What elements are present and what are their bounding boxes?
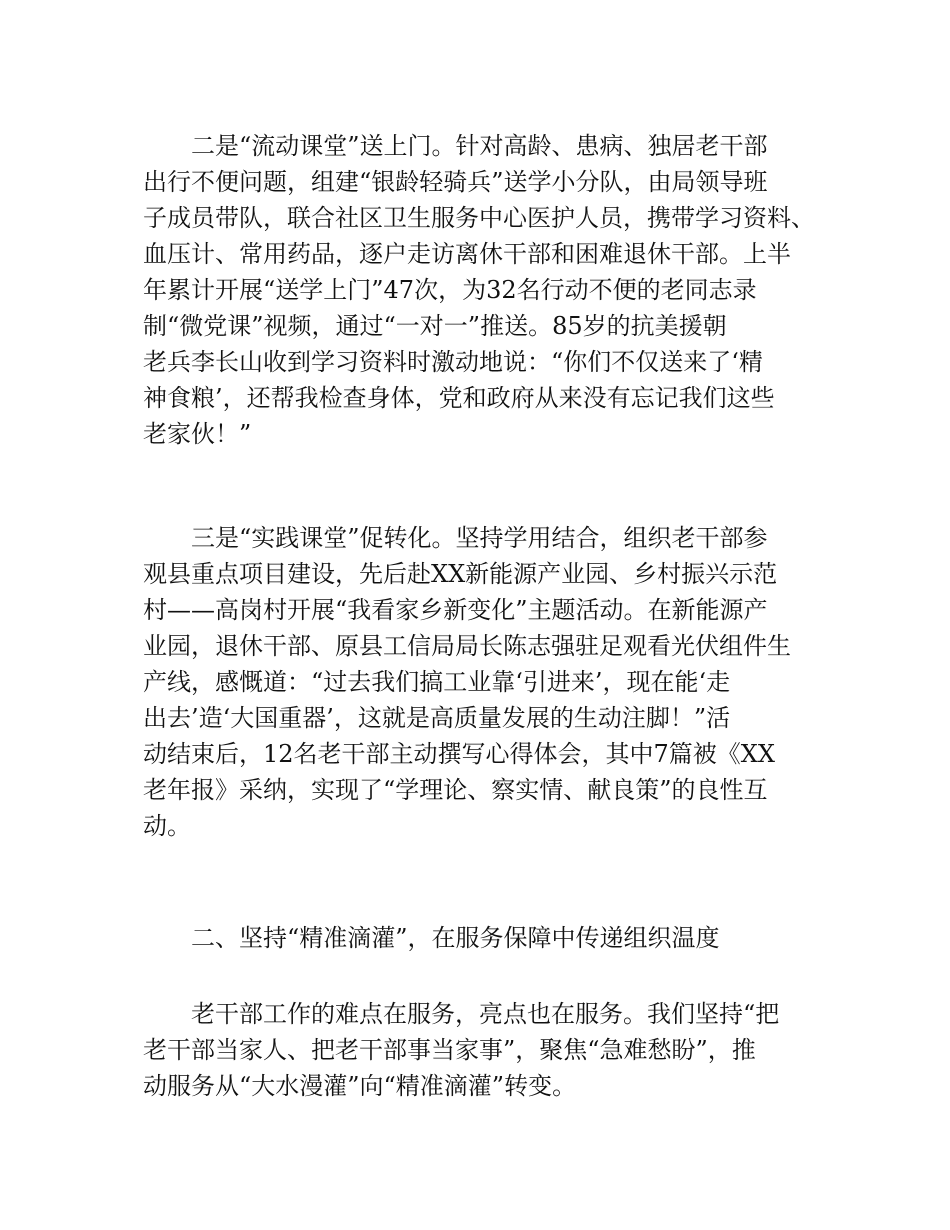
text-line: 老干部当家人、把老干部事当家事”，聚焦“急难愁盼”，推: [143, 1036, 756, 1064]
paragraph-service: [143, 996, 823, 1104]
paragraph-practice-classroom: [143, 520, 823, 844]
text-line: 出行不便问题，组建“银龄轻骑兵”送学小分队，由局领导班: [143, 168, 768, 196]
text-line: 出去’造‘大国重器’，这就是高质量发展的生动注脚！”活: [143, 704, 731, 732]
text-line: 动结束后，12名老干部主动撰写心得体会，其中7篇被《XX: [143, 740, 775, 768]
text-line: 老家伙！”: [143, 420, 252, 448]
text-line: 三是“实践课堂”促转化。坚持学用结合，组织老干部参: [191, 524, 768, 552]
text-line: 产线，感慨道：“过去我们搞工业靠‘引进来’，现在能‘走: [143, 668, 731, 696]
text-line: 老兵李长山收到学习资料时激动地说：“你们不仅送来了‘精: [143, 348, 763, 376]
paragraph-mobile-classroom: [143, 128, 823, 452]
text-line: 村——高岗村开展“我看家乡新变化”主题活动。在新能源产: [143, 596, 768, 624]
text-line: 血压计、常用药品，逐户走访离休干部和困难退休干部。上半: [143, 240, 791, 268]
section-heading: [143, 920, 823, 956]
text-line: 年累计开展“送学上门”47次，为32名行动不便的老同志录: [143, 276, 757, 304]
text-line: 子成员带队，联合社区卫生服务中心医护人员，携带学习资料、: [143, 204, 815, 232]
text-line: 老干部工作的难点在服务，亮点也在服务。我们坚持“把: [191, 1000, 780, 1028]
text-line: 动。: [143, 812, 191, 840]
text-line: 观县重点项目建设，先后赴XX新能源产业园、乡村振兴示范: [143, 560, 778, 588]
text-line: 动服务从“大水漫灌”向“精准滴灌”转变。: [143, 1072, 577, 1100]
text-line: 制“微党课”视频，通过“一对一”推送。85岁的抗美援朝: [143, 312, 727, 340]
section-heading-text: 二、坚持“精准滴灌”，在服务保障中传递组织温度: [191, 924, 720, 952]
text-line: 业园，退休干部、原县工信局局长陈志强驻足观看光伏组件生: [143, 632, 791, 660]
text-line: 老年报》采纳，实现了“学理论、察实情、献良策”的良性互: [143, 776, 768, 804]
text-line: 神食粮’，还帮我检查身体，党和政府从来没有忘记我们这些: [143, 384, 775, 412]
text-line: 二是“流动课堂”送上门。针对高龄、患病、独居老干部: [191, 132, 768, 160]
